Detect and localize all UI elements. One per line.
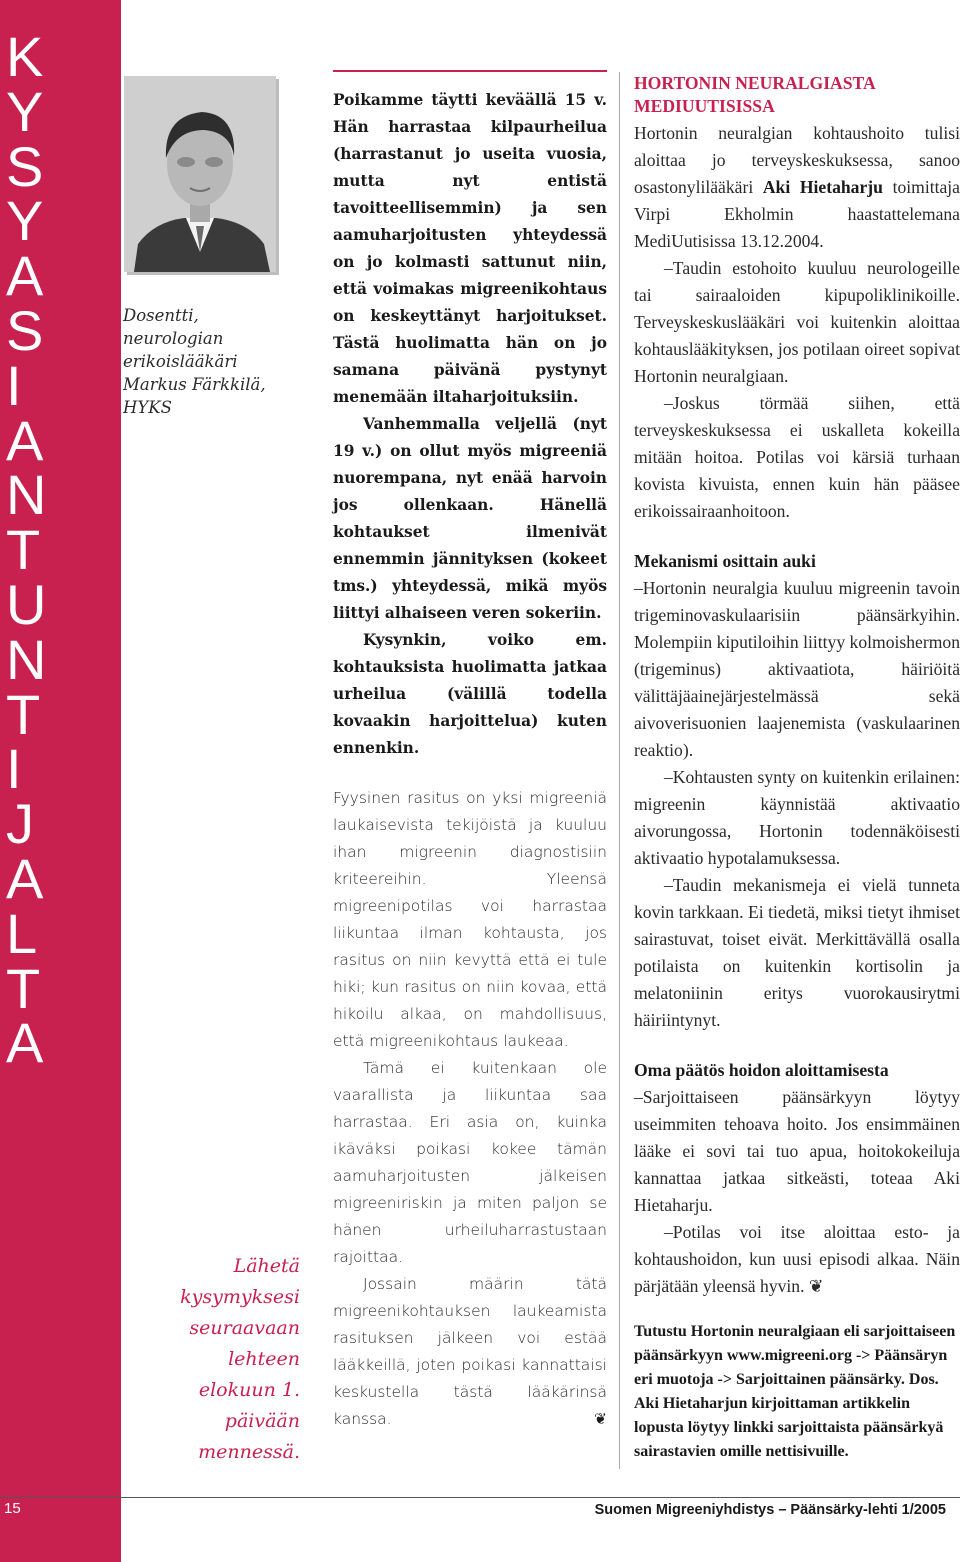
section-heading-decision: Oma päätös hoidon aloittamisesta bbox=[634, 1060, 889, 1080]
send-question-note bbox=[130, 1251, 300, 1468]
note-line: lehteen bbox=[228, 1348, 300, 1370]
middle-column bbox=[333, 87, 607, 1433]
title-letter: T bbox=[6, 956, 41, 1020]
answer-paragraph-text: Jossain määrin tätä migreenikohtauksen laukeamista rasituksen jälkeen voi estää lääkkeillä, joten poikasi kannattaisi keskustella tästä lääkärinsä kanssa. bbox=[333, 1275, 607, 1428]
question-paragraph: Kysynkin, voiko em. kohtauksista huolimatta jatkaa urheilua (välillä todella kovaakin harjoittelua) kuten ennenkin. bbox=[333, 631, 607, 757]
news-paragraph bbox=[634, 120, 960, 255]
caption-line: Dosentti, bbox=[123, 306, 199, 325]
footer-rule bbox=[0, 1497, 960, 1498]
question-paragraph: Poikamme täytti keväällä 15 v. Hän harrastaa kilpaurheilua (harrastanut jo useita vuosia, mutta nyt entistä tavoitteellisemmin) ja sen aamuharjoitusten yhteydessä on jo kolmasti sattunut niin, että voimakas migreenikohtaus on keskeyttänyt harjoitukset. Tästä huolimatta hän on jo samana päivänä pystynyt menemään iltaharjoituksiin. bbox=[333, 91, 607, 406]
end-ornament-icon: ❦ bbox=[808, 1276, 824, 1296]
right-column bbox=[634, 72, 960, 1464]
answer-paragraph: Fyysinen rasitus on yksi migreeniä laukaisevista tekijöistä ja kuuluu ihan migreenin diagnostisiin kriteereihin. Yleensä migreenipotilas voi harrastaa liikuntaa ilman kohtausta, jos rasitus on niin kevyttä että ei tule hiki; kun rasitus on niin kovaa, että hikoilu alkaa, on mahdollisuus, että migreenikohtaus laukeaa. bbox=[333, 789, 607, 1050]
caption-line: erikoislääkäri bbox=[123, 352, 238, 371]
news-paragraph: –Taudin estohoito kuuluu neurologeille tai sairaaloiden kipupoliklinikoille. Terveyskeskuslääkäri voi kuitenkin aloittaa kohtauslääkityksen, jos potilaan oireet sopivat Hortonin neuralgiaan. bbox=[634, 258, 960, 386]
title-letter: I bbox=[6, 737, 22, 801]
news-paragraph bbox=[634, 1219, 960, 1300]
further-reading-note: Tutustu Hortonin neuralgiaan eli sarjoittaiseen päänsärkyyn www.migreeni.org -> Päänsäryn eri muotoja -> Sarjoittainen päänsärky. Dos. Aki Hietaharjun kirjoittaman artikkelin lopusta löytyy linkki sarjoittaista päänsärkyä sairastavien omille nettisivuille. bbox=[634, 1323, 956, 1460]
title-letter: A bbox=[6, 1011, 44, 1075]
caption-line: Markus Färkkilä, bbox=[123, 375, 266, 394]
news-heading: HORTONIN NEURALGIASTA MEDIUUTISISSA bbox=[634, 73, 875, 116]
section-heading-mechanism: Mekanismi osittain auki bbox=[634, 551, 816, 571]
title-letter: N bbox=[6, 463, 47, 527]
news-intro-text: Hortonin neuralgian kohtaushoito tulisi aloittaa jo terveyskeskuksessa, sanoo osastonylilääkäri bbox=[634, 123, 960, 197]
title-letter: Y bbox=[6, 189, 44, 253]
title-letter: N bbox=[6, 627, 47, 691]
note-line: mennessä. bbox=[198, 1441, 300, 1463]
news-intro-text: toimittaja Virpi Ekholmin haastattelemana MediUutisissa 13.12.2004. bbox=[634, 177, 960, 251]
title-letter: J bbox=[6, 792, 34, 856]
question-paragraph: Vanhemmalla veljellä (nyt 19 v.) on ollut myös migreeniä nuorempana, nyt enää harvoin jos ollenkaan. Hänellä kohtaukset ilmenivät ennemmin jännityksen (kokeet tms.) yhteydessä, mikä myös liittyi alhaiseen veren sokeriin. bbox=[333, 415, 607, 622]
portrait-illustration bbox=[124, 76, 276, 272]
column-divider bbox=[619, 72, 620, 1469]
red-sidebar-strip bbox=[0, 0, 121, 1562]
answer-paragraph bbox=[333, 1271, 607, 1433]
title-letter: L bbox=[6, 901, 38, 965]
doctor-answer bbox=[333, 785, 607, 1433]
note-line: päivään bbox=[224, 1410, 300, 1432]
reader-question bbox=[333, 87, 607, 762]
title-letter: S bbox=[6, 298, 44, 362]
note-line: elokuun 1. bbox=[198, 1379, 300, 1401]
title-letter: A bbox=[6, 846, 44, 910]
news-body-decision bbox=[634, 1084, 960, 1300]
caption-line: HYKS bbox=[123, 398, 172, 417]
title-letter: Y bbox=[6, 79, 44, 143]
note-line: kysymyksesi bbox=[180, 1286, 300, 1308]
news-paragraph: –Kohtausten synty on kuitenkin erilainen: migreenin käynnistää aktivaatio aivorungossa, Hortonin todennäköisesti aktivaatio hypotalamuksessa. bbox=[634, 767, 960, 868]
caption-line: neurologian bbox=[123, 329, 224, 348]
news-body bbox=[634, 120, 960, 525]
title-letter: I bbox=[6, 353, 22, 417]
news-paragraph-text: –Potilas voi itse aloittaa esto- ja kohtaushoidon, kun uusi episodi alkaa. Näin pärjätään yleensä hyvin. bbox=[634, 1222, 960, 1296]
portrait-photo bbox=[124, 76, 276, 272]
title-letter: U bbox=[6, 572, 47, 636]
news-paragraph: –Sarjoittaiseen päänsärkyyn löytyy useimmiten tehoava hoito. Jos ensimmäinen lääke ei sovi tai tuo apua, hoitokokeiluja kannattaa jatkaa sitkeästi, toteaa Aki Hietaharju. bbox=[634, 1087, 960, 1215]
answer-paragraph: Tämä ei kuitenkaan ole vaarallista ja liikuntaa saa harrastaa. Eri asia on, kuinka ikäväksi poikasi kokee tämän aamuharjoitusten jälkeisen migreeniriskin ja miten paljon se hänen urheiluharrastustaan rajoittaa. bbox=[333, 1059, 607, 1266]
title-letter: T bbox=[6, 518, 41, 582]
title-letter: A bbox=[6, 408, 44, 472]
photo-caption bbox=[123, 304, 313, 419]
page-number: 15 bbox=[4, 1500, 21, 1517]
note-line: Lähetä bbox=[233, 1255, 300, 1277]
news-body-mechanism bbox=[634, 575, 960, 1034]
title-letter: A bbox=[6, 244, 44, 308]
title-letter: K bbox=[6, 25, 44, 88]
top-accent-rule bbox=[333, 70, 607, 72]
news-person-name: Aki Hietaharju bbox=[762, 177, 883, 197]
title-letter: S bbox=[6, 134, 44, 198]
news-paragraph: –Joskus törmää siihen, että terveyskeskuksessa ei uskalleta kokeilla mitään hoitoa. Potilas voi kärsiä turhaan kovista kivuista, ennen kuin hän pääsee erikoissairaanhoitoon. bbox=[634, 393, 960, 521]
title-letter: T bbox=[6, 682, 41, 746]
news-paragraph: –Taudin mekanismeja ei vielä tunneta kovin tarkkaan. Ei tiedetä, miksi tietyt ihmiset sairastuvat, toiset eivät. Merkittävällä osalla potilaista on kuitenkin kortisolin ja melatoniinin eritys vuorokausirytmi häiriintynyt. bbox=[634, 875, 960, 1030]
vertical-title bbox=[6, 25, 116, 1075]
news-paragraph: –Hortonin neuralgia kuuluu migreenin tavoin trigeminovaskulaarisiin päänsärkyihin. Molempiin kiputiloihin liittyy kolmoishermon (trigeminus) aktivaatiota, häiriöitä välittäjäainejärjestelmässä sekä aivoverisuonien laajenemista (vaskulaarinen reaktio). bbox=[634, 578, 960, 760]
note-line: seuraavaan bbox=[189, 1317, 300, 1339]
end-ornament-icon: ❦ bbox=[594, 1410, 607, 1428]
publication-footer: Suomen Migreeniyhdistys – Päänsärky-lehti 1/2005 bbox=[594, 1502, 946, 1518]
